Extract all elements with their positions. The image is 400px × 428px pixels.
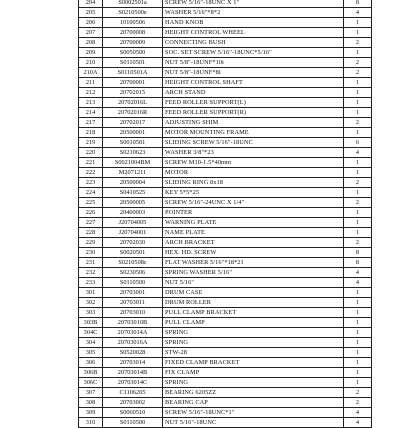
- quantity-cell: 1: [344, 98, 372, 108]
- table-row: [79, 348, 372, 358]
- part-number-cell: 310: [79, 418, 103, 428]
- table-row: [79, 368, 372, 378]
- quantity-cell: 2: [344, 38, 372, 48]
- table-row: [79, 128, 372, 138]
- part-number-cell: 222: [79, 168, 103, 178]
- part-number-cell: 227: [79, 218, 103, 228]
- description-cell: SPRING WASHER 5/16": [163, 268, 344, 278]
- part-number-cell: 226: [79, 208, 103, 218]
- part-code-cell: M2071211: [103, 168, 163, 178]
- table-row: [79, 48, 372, 58]
- part-number-cell: 304C: [79, 328, 103, 338]
- description-cell: SPRING: [163, 328, 344, 338]
- description-cell: ADJUSTING SHIM: [163, 118, 344, 128]
- part-code-cell: S0110500: [103, 418, 163, 428]
- part-number-cell: 207: [79, 28, 103, 38]
- part-number-cell: 229: [79, 238, 103, 248]
- description-cell: FIX CLAMP: [163, 368, 344, 378]
- table-row: [79, 168, 372, 178]
- part-code-cell: S0210508c: [103, 258, 163, 268]
- quantity-cell: 4: [344, 8, 372, 18]
- table-row: [79, 0, 372, 8]
- part-number-cell: 302: [79, 298, 103, 308]
- part-code-cell: 20703016A: [103, 338, 163, 348]
- quantity-cell: 4: [344, 408, 372, 418]
- part-number-cell: 305: [79, 348, 103, 358]
- part-code-cell: 20703011: [103, 298, 163, 308]
- quantity-cell: 1: [344, 28, 372, 38]
- table-row: [79, 88, 372, 98]
- description-cell: NUT 5/16"-18UNC: [163, 418, 344, 428]
- part-number-cell: 206: [79, 18, 103, 28]
- description-cell: WASHER 3/8"*23: [163, 148, 344, 158]
- quantity-cell: 4: [344, 148, 372, 158]
- part-code-cell: S0110501: [103, 58, 163, 68]
- quantity-cell: 1: [344, 78, 372, 88]
- part-code-cell: 10100506: [103, 18, 163, 28]
- description-cell: HEIGHT CONTROL WHEEL: [163, 28, 344, 38]
- part-number-cell: 223: [79, 178, 103, 188]
- table-row: [79, 268, 372, 278]
- quantity-cell: 1: [344, 358, 372, 368]
- part-number-cell: 204: [79, 0, 103, 8]
- table-row: [79, 408, 372, 418]
- part-code-cell: 20700008: [103, 28, 163, 38]
- table-row: [79, 108, 372, 118]
- description-cell: NUT 5/8"-18UNF*10t: [163, 58, 344, 68]
- part-number-cell: 218: [79, 128, 103, 138]
- part-number-cell: 308: [79, 398, 103, 408]
- quantity-cell: 1: [344, 188, 372, 198]
- part-code-cell: S0230506: [103, 268, 163, 278]
- table-row: [79, 78, 372, 88]
- description-cell: SCREW M10-1.5*40mm: [163, 158, 344, 168]
- description-cell: SPRING: [163, 338, 344, 348]
- part-code-cell: S0060510: [103, 408, 163, 418]
- quantity-cell: 8: [344, 0, 372, 8]
- part-code-cell: 20700009: [103, 38, 163, 48]
- quantity-cell: 4: [344, 268, 372, 278]
- table-row: [79, 138, 372, 148]
- part-number-cell: 303B: [79, 318, 103, 328]
- part-number-cell: 228: [79, 228, 103, 238]
- part-code-cell: 20703014: [103, 358, 163, 368]
- part-code-cell: 20702015: [103, 88, 163, 98]
- part-code-cell: 20700001: [103, 78, 163, 88]
- quantity-cell: 1: [344, 208, 372, 218]
- description-cell: SCREW 5/16"-18UNC*1": [163, 408, 344, 418]
- table-row: [79, 378, 372, 388]
- description-cell: NUT 5/8"-18UNF*8t: [163, 68, 344, 78]
- description-cell: SLIDING RING 8x18: [163, 178, 344, 188]
- part-number-cell: 219: [79, 138, 103, 148]
- parts-table: [78, 0, 372, 428]
- part-number-cell: 205: [79, 8, 103, 18]
- quantity-cell: 4: [344, 278, 372, 288]
- part-number-cell: 309: [79, 408, 103, 418]
- table-row: [79, 298, 372, 308]
- quantity-cell: 1: [344, 218, 372, 228]
- table-row: [79, 218, 372, 228]
- quantity-cell: 2: [344, 68, 372, 78]
- part-code-cell: S0002501a: [103, 0, 163, 8]
- table-row: [79, 178, 372, 188]
- part-number-cell: 211: [79, 78, 103, 88]
- part-number-cell: 213: [79, 98, 103, 108]
- part-code-cell: J20704005: [103, 218, 163, 228]
- quantity-cell: 1: [344, 228, 372, 238]
- description-cell: FIXED CLAMP BRACKET: [163, 358, 344, 368]
- part-number-cell: 230: [79, 248, 103, 258]
- quantity-cell: 1: [344, 48, 372, 58]
- part-number-cell: 303: [79, 308, 103, 318]
- part-code-cell: 20703014A: [103, 328, 163, 338]
- part-code-cell: S0021004BM: [103, 158, 163, 168]
- quantity-cell: 1: [344, 88, 372, 98]
- table-row: [79, 118, 372, 128]
- table-row: [79, 68, 372, 78]
- description-cell: SCREW 5/16"-24UNC X 1/4": [163, 198, 344, 208]
- quantity-cell: 1: [344, 288, 372, 298]
- description-cell: PULL CLAMP: [163, 318, 344, 328]
- description-cell: FEED ROLLER SUPPORT(L): [163, 98, 344, 108]
- description-cell: WASHER 5/16"*8*2: [163, 8, 344, 18]
- quantity-cell: 2: [344, 238, 372, 248]
- part-number-cell: 210A: [79, 68, 103, 78]
- description-cell: BEARING 6205ZZ: [163, 388, 344, 398]
- part-code-cell: 20500001: [103, 128, 163, 138]
- quantity-cell: 4: [344, 418, 372, 428]
- description-cell: SCREW 5/16"-18UNC X 1": [163, 0, 344, 8]
- quantity-cell: 6: [344, 138, 372, 148]
- part-number-cell: 231: [79, 258, 103, 268]
- quantity-cell: 1: [344, 168, 372, 178]
- table-row: [79, 418, 372, 428]
- part-code-cell: 20702030: [103, 238, 163, 248]
- part-number-cell: 210: [79, 58, 103, 68]
- quantity-cell: 1: [344, 128, 372, 138]
- table-row: [79, 288, 372, 298]
- quantity-cell: 2: [344, 178, 372, 188]
- part-code-cell: 20702016L: [103, 98, 163, 108]
- part-number-cell: 304: [79, 338, 103, 348]
- quantity-cell: 1: [344, 308, 372, 318]
- description-cell: KEY 5*5*25: [163, 188, 344, 198]
- part-code-cell: C1106205: [103, 388, 163, 398]
- quantity-cell: 1: [344, 18, 372, 28]
- description-cell: HAND KNOB: [163, 18, 344, 28]
- description-cell: WARNING PLATE: [163, 218, 344, 228]
- description-cell: DRUM ROLLER: [163, 298, 344, 308]
- part-number-cell: 214: [79, 108, 103, 118]
- quantity-cell: 1: [344, 378, 372, 388]
- description-cell: SOC. SET SCREW 5/16"-18UNC*5/16": [163, 48, 344, 58]
- part-code-cell: 20703001: [103, 288, 163, 298]
- part-number-cell: 306: [79, 358, 103, 368]
- table-row: [79, 358, 372, 368]
- table-row: [79, 158, 372, 168]
- part-number-cell: 233: [79, 278, 103, 288]
- quantity-cell: 2: [344, 198, 372, 208]
- part-number-cell: 224: [79, 188, 103, 198]
- table-row: [79, 198, 372, 208]
- quantity-cell: 1: [344, 318, 372, 328]
- description-cell: POINTER: [163, 208, 344, 218]
- table-row: [79, 238, 372, 248]
- part-number-cell: 232: [79, 268, 103, 278]
- quantity-cell: 1: [344, 328, 372, 338]
- quantity-cell: 8: [344, 248, 372, 258]
- part-number-cell: 209: [79, 48, 103, 58]
- part-code-cell: S0020501: [103, 248, 163, 258]
- table-row: [79, 278, 372, 288]
- description-cell: PULL CLAMP BRACKET: [163, 308, 344, 318]
- description-cell: ARCH STAND: [163, 88, 344, 98]
- part-code-cell: 20703002: [103, 398, 163, 408]
- part-code-cell: 20500004: [103, 178, 163, 188]
- part-code-cell: S0520028: [103, 348, 163, 358]
- part-number-cell: 301: [79, 288, 103, 298]
- table-row: [79, 148, 372, 158]
- table-row: [79, 398, 372, 408]
- table-row: [79, 258, 372, 268]
- part-number-cell: 208: [79, 38, 103, 48]
- part-code-cell: S0210623: [103, 148, 163, 158]
- part-code-cell: S0050500: [103, 48, 163, 58]
- description-cell: HEIGHT CONTROL SHAFT: [163, 78, 344, 88]
- part-code-cell: 20400003: [103, 208, 163, 218]
- table-row: [79, 58, 372, 68]
- description-cell: BEARING CAP: [163, 398, 344, 408]
- part-code-cell: S0410525: [103, 188, 163, 198]
- description-cell: MOTOR MOUNTING FRAME: [163, 128, 344, 138]
- description-cell: SPRING: [163, 378, 344, 388]
- description-cell: FLAT WASHER 5/16"*18*21: [163, 258, 344, 268]
- part-code-cell: 20500005: [103, 198, 163, 208]
- table-row: [79, 18, 372, 28]
- table-row: [79, 328, 372, 338]
- description-cell: HEX. HD. SCREW: [163, 248, 344, 258]
- table-row: [79, 8, 372, 18]
- part-code-cell: S0210500e: [103, 8, 163, 18]
- part-number-cell: 217: [79, 118, 103, 128]
- quantity-cell: 2: [344, 58, 372, 68]
- table-row: [79, 228, 372, 238]
- description-cell: ARCH BRACKET: [163, 238, 344, 248]
- quantity-cell: 1: [344, 158, 372, 168]
- part-code-cell: 20703014C: [103, 378, 163, 388]
- table-row: [79, 388, 372, 398]
- quantity-cell: 1: [344, 338, 372, 348]
- table-row: [79, 248, 372, 258]
- part-number-cell: 212: [79, 88, 103, 98]
- part-code-cell: 20703010B: [103, 318, 163, 328]
- parts-table-body: [79, 0, 372, 428]
- part-number-cell: 307: [79, 388, 103, 398]
- description-cell: MOTOR: [163, 168, 344, 178]
- description-cell: FEED ROLLER SUPPORT(R): [163, 108, 344, 118]
- description-cell: STW-28: [163, 348, 344, 358]
- description-cell: DRUM CASE: [163, 288, 344, 298]
- table-row: [79, 318, 372, 328]
- table-row: [79, 208, 372, 218]
- part-number-cell: 221: [79, 158, 103, 168]
- part-code-cell: 20702017: [103, 118, 163, 128]
- part-code-cell: S0110500: [103, 278, 163, 288]
- description-cell: NUT 5/16": [163, 278, 344, 288]
- description-cell: SLIDING SCREW 5/16"-18UNC: [163, 138, 344, 148]
- quantity-cell: 1: [344, 298, 372, 308]
- table-row: [79, 338, 372, 348]
- table-row: [79, 308, 372, 318]
- part-number-cell: 225: [79, 198, 103, 208]
- description-cell: CONNECTING BUSH: [163, 38, 344, 48]
- part-number-cell: 306B: [79, 368, 103, 378]
- table-row: [79, 98, 372, 108]
- part-code-cell: 20703010: [103, 308, 163, 318]
- quantity-cell: 1: [344, 348, 372, 358]
- part-number-cell: 306C: [79, 378, 103, 388]
- table-row: [79, 38, 372, 48]
- quantity-cell: 1: [344, 368, 372, 378]
- part-code-cell: 20702016R: [103, 108, 163, 118]
- description-cell: NAME PLATE: [163, 228, 344, 238]
- quantity-cell: 1: [344, 108, 372, 118]
- part-code-cell: S0010501: [103, 138, 163, 148]
- part-code-cell: J20704001: [103, 228, 163, 238]
- quantity-cell: 2: [344, 118, 372, 128]
- quantity-cell: 8: [344, 258, 372, 268]
- part-code-cell: 20703014B: [103, 368, 163, 378]
- quantity-cell: 2: [344, 388, 372, 398]
- table-row: [79, 188, 372, 198]
- part-number-cell: 220: [79, 148, 103, 158]
- quantity-cell: 2: [344, 398, 372, 408]
- part-code-cell: S0110501A: [103, 68, 163, 78]
- table-row: [79, 28, 372, 38]
